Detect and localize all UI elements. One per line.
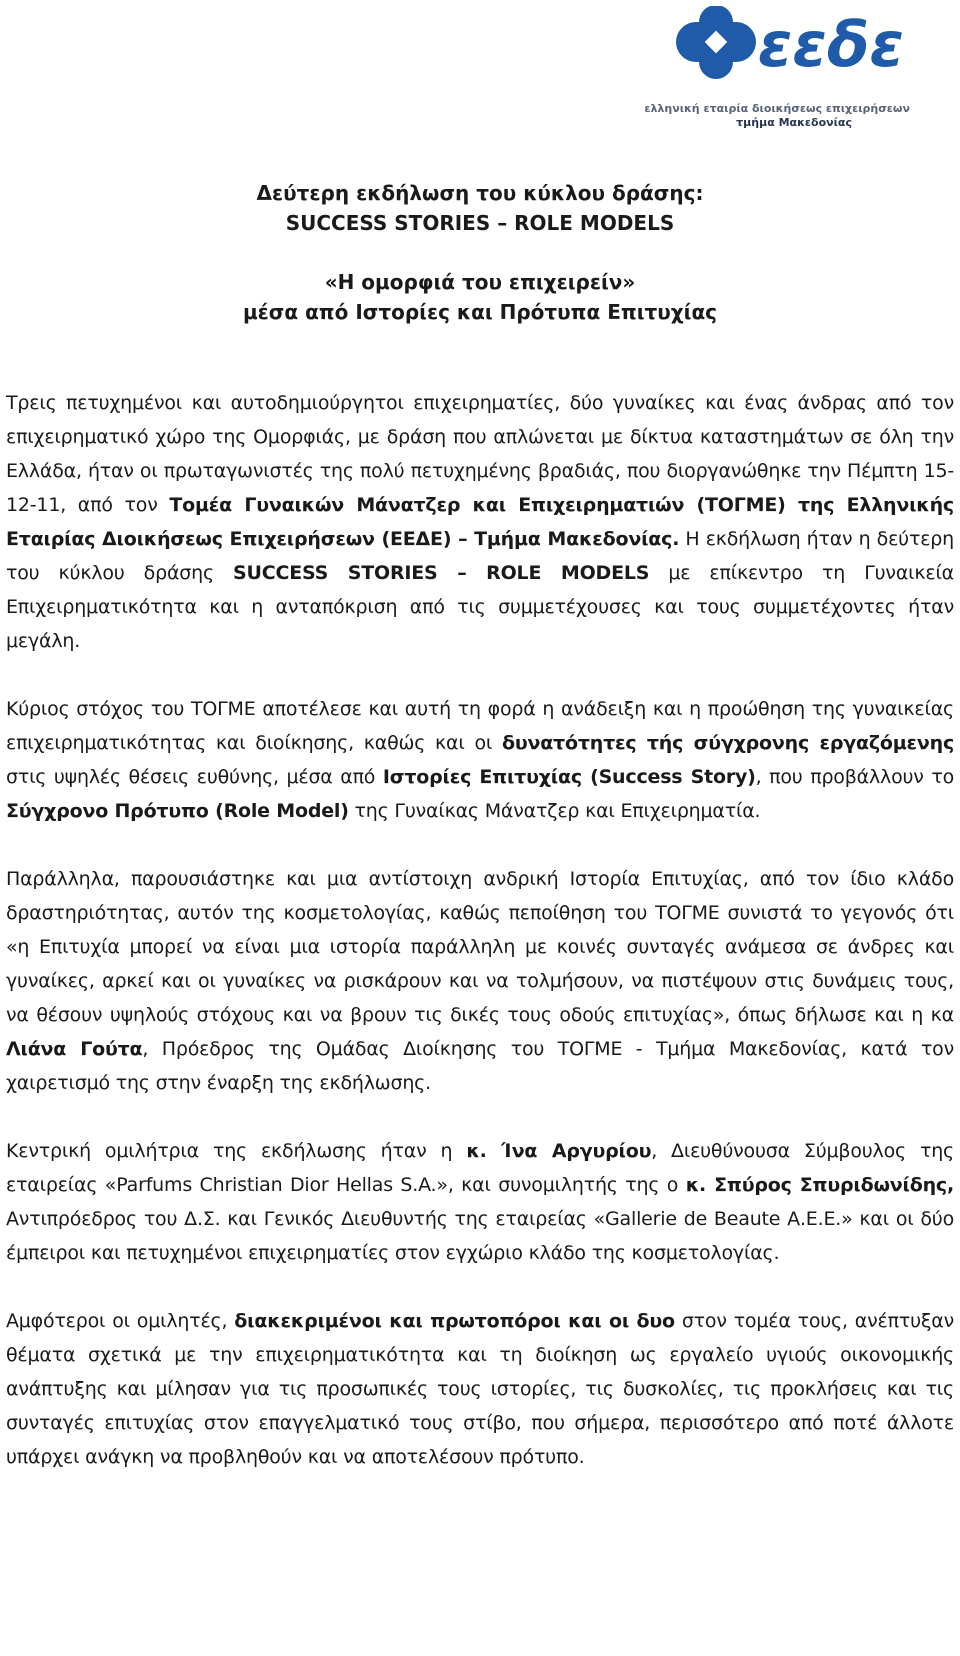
logo-caption-line1: ελληνική εταιρία διοικήσεως επιχειρήσεων	[644, 102, 910, 115]
header-line-1: Δεύτερη εκδήλωση του κύκλου δράσης:	[256, 181, 704, 205]
text-run: Τρεις πετυχημένοι και αυτοδημιούργητοι επιχειρηματίες, δύο γυναίκες και ένας άνδρας από τον επιχειρηματικό χώρο της Ομορφιάς, με δράση που απλώνεται με δίκτυα καταστημάτων σε όλη την Ελλάδα, ήταν οι πρωταγωνιστές της πολύ πετυχημένης βραδιάς, που διοργανώθηκε την Πέμπτη 15-12-11, από τον	[6, 392, 954, 516]
text-run: , που προβάλλουν το	[755, 766, 954, 788]
text-run: Η εκδήλωση ήταν η δεύτερη του κύκλου δράσης	[6, 528, 954, 584]
text-run: Αντιπρόεδρος του Δ.Σ. και Γενικός Διευθυντής της εταιρείας «Gallerie de Beaute Α.Ε.Ε.» και οι δύο έμπειροι και πετυχημένοι επιχειρηματίες στον εγχώριο κλάδο της κοσμετολογίας.	[6, 1208, 954, 1264]
bold-run: κ. Ίνα Αργυρίου	[466, 1140, 652, 1162]
logo-wordmark: εεδε	[758, 8, 905, 81]
paragraph-5	[6, 1304, 954, 1474]
paragraph-1	[6, 386, 954, 658]
header-line-3: «Η ομορφιά του επιχειρείν»	[324, 270, 636, 294]
bold-run: διακεκριμένοι και πρωτοπόροι και οι δυο	[234, 1310, 675, 1332]
header-line-4: μέσα από Ιστορίες και Πρότυπα Επιτυχίας	[242, 300, 718, 324]
eede-logo-mark	[674, 6, 914, 96]
bold-run: SUCCESS STORIES – ROLE MODELS	[233, 562, 650, 584]
text-run: Παράλληλα, παρουσιάστηκε και μια αντίστοιχη ανδρική Ιστορία Επιτυχίας, από τον ίδιο κλάδο δραστηριότητας, αυτόν της κοσμετολογίας, καθώς πεποίθηση του ΤΟΓΜΕ συνιστά το γεγονός ότι «η Επιτυχία μπορεί να είναι μια ιστορία παράλληλη με κοινές συνταγές ανάμεσα σε άνδρες και γυναίκες, αρκεί και οι γυναίκες να ρισκάρουν και να τολμήσουν, να πιστέψουν στις δυνάμεις τους, να θέσουν υψηλούς στόχους και να βρουν τις δικές τους οδούς επιτυχίας», όπως δήλωσε και η κα	[6, 868, 954, 1026]
bold-run: Ιστορίες Επιτυχίας (Success Story)	[382, 766, 756, 788]
text-run: , Πρόεδρος της Ομάδας Διοίκησης του ΤΟΓΜΕ - Τμήμα Μακεδονίας, κατά τον χαιρετισμό της στην έναρξη της εκδήλωσης.	[6, 1038, 954, 1094]
text-run: Αμφότεροι οι ομιλητές,	[6, 1310, 235, 1332]
bold-run: Τομέα Γυναικών Μάνατζερ και Επιχειρηματιών (ΤΟΓΜΕ) της Ελληνικής Εταιρίας Διοικήσεως Επιχειρήσεων (ΕΕΔΕ) – Τμήμα Μακεδονίας.	[6, 494, 954, 550]
eede-logo	[644, 6, 914, 129]
header-line-2: SUCCESS STORIES – ROLE MODELS	[285, 211, 675, 235]
text-run: στον τομέα τους, ανέπτυξαν θέματα σχετικά με την επιχειρηματικότητα και τη διοίκηση ως εργαλείο υγιούς οικονομικής ανάπτυξης και μίλησαν για τις προσωπικές τους ιστορίες, τις δυσκολίες, τις προκλήσεις και τις συνταγές επιτυχίας στον επαγγελματικό τους στίβο, που σήμερα, περισσότερο από ποτέ άλλοτε υπάρχει ανάγκη να προβληθούν και να αποτελέσουν πρότυπο.	[6, 1310, 954, 1468]
article-body	[6, 386, 954, 1508]
logo-caption-line2: τμήμα Μακεδονίας	[736, 116, 852, 129]
bold-run: κ. Σπύρος Σπυριδωνίδης,	[685, 1174, 954, 1196]
text-run: Κεντρική ομιλήτρια της εκδήλωσης ήταν η	[6, 1140, 467, 1162]
text-run: στις υψηλές θέσεις ευθύνης, μέσα από	[6, 766, 383, 788]
bold-run: δυνατότητες τής σύγχρονης εργαζόμενης	[501, 732, 955, 754]
text-run: , Διευθύνουσα Σύμβουλος της εταιρείας «Parfums Christian Dior Hellas S.A.», και συνομιλητής της ο	[6, 1140, 954, 1196]
text-run: της Γυναίκας Μάνατζερ και Επιχειρηματία.	[348, 800, 761, 822]
bold-run: Λιάνα Γούτα	[6, 1038, 143, 1060]
paragraph-4	[6, 1134, 954, 1270]
text-run: με επίκεντρο τη Γυναικεία Επιχειρηματικότητα και η ανταπόκριση από τις συμμετέχουσες και τους συμμετέχοντες ήταν μεγάλη.	[6, 562, 954, 652]
bold-run: Σύγχρονο Πρότυπο (Role Model)	[6, 800, 349, 822]
text-run: Κύριος στόχος του ΤΟΓΜΕ αποτέλεσε και αυτή τη φορά η ανάδειξη και η προώθηση της γυναικείας επιχειρηματικότητας και διοίκησης, καθώς και οι	[6, 698, 954, 754]
paragraph-3	[6, 862, 954, 1100]
document-header	[0, 178, 960, 327]
paragraph-2	[6, 692, 954, 828]
